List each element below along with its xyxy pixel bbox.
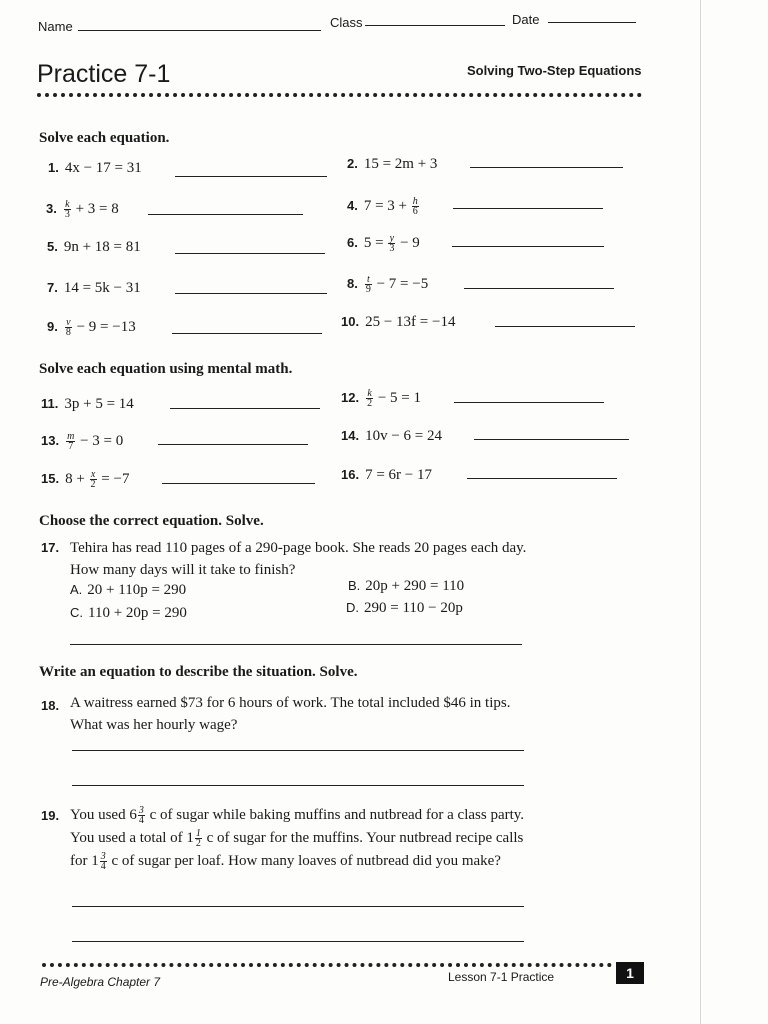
problem: 10. 25 − 13f = −14: [341, 314, 456, 330]
section-heading: Choose the correct equation. Solve.: [39, 513, 264, 529]
word-problem-text: Tehira has read 110 pages of a 290-page book. She reads 20 pages each day. How many days will it take to finish?: [70, 540, 527, 578]
page-subtitle: Solving Two-Step Equations: [467, 63, 642, 78]
problem: 3. $\frac{k}{3}$ + 3 = 8: [46, 199, 119, 220]
word-problem-text: A waitress earned $73 for 6 hours of work. The total included $46 in tips. What was her hourly wage?: [70, 695, 511, 733]
answer-line[interactable]: [495, 326, 635, 327]
problem-number: 19.: [41, 808, 60, 823]
problem: 14. 10v − 6 = 24: [341, 428, 442, 444]
answer-line[interactable]: [175, 253, 325, 254]
problem: 7. 14 = 5k − 31: [47, 280, 141, 296]
answer-line[interactable]: [452, 246, 604, 247]
problem: 8. $\frac{t}{9}$ − 7 = −5: [347, 274, 429, 295]
answer-line[interactable]: [72, 785, 524, 786]
problem: 1. 4x − 17 = 31: [48, 160, 142, 176]
answer-line[interactable]: [172, 333, 322, 334]
answer-line[interactable]: [470, 167, 623, 168]
name-label: Name: [38, 19, 73, 34]
problem: 13. $\frac{m}{7}$ − 3 = 0: [41, 431, 124, 452]
answer-line[interactable]: [72, 750, 524, 751]
answer-line[interactable]: [162, 483, 315, 484]
footer-chapter: Pre-Algebra Chapter 7: [40, 975, 161, 989]
answer-line[interactable]: [175, 176, 327, 177]
answer-line[interactable]: [158, 444, 308, 445]
answer-choice[interactable]: D. 290 = 110 − 20p: [346, 600, 463, 616]
answer-line[interactable]: [474, 439, 629, 440]
answer-line[interactable]: [464, 288, 614, 289]
answer-line[interactable]: [70, 644, 522, 645]
problem: 2. 15 = 2m + 3: [347, 156, 438, 172]
answer-line[interactable]: [467, 478, 617, 479]
section-heading: Write an equation to describe the situation. Solve.: [39, 664, 358, 680]
page-title: Practice 7-1: [37, 60, 171, 88]
answer-line[interactable]: [454, 402, 604, 403]
word-problem-text: You used 6 $\frac{3}{4}$ c of sugar while baking muffins and nutbread for a class party. You used a total of 1 $\frac{1}{2}$ c of sugar for the muffins. Your nutbread recipe calls for 1 $\frac{3}{4}$ c of sugar per loaf. How many loaves of nutbread did you make?: [70, 805, 525, 873]
problem: 6. 5 = $\frac{y}{3}$ − 9: [347, 233, 420, 254]
answer-line[interactable]: [175, 293, 327, 294]
answer-line[interactable]: [72, 941, 524, 942]
date-label: Date: [512, 12, 540, 27]
answer-choice[interactable]: B. 20p + 290 = 110: [348, 578, 465, 594]
problem-number: 17.: [41, 540, 60, 555]
name-line[interactable]: [78, 30, 321, 31]
problem: 12. $\frac{k}{2}$ − 5 = 1: [341, 388, 421, 409]
footer-lesson: Lesson 7-1 Practice: [448, 970, 555, 984]
problem: 11. 3p + 5 = 14: [41, 396, 134, 412]
answer-line[interactable]: [453, 208, 603, 209]
answer-line[interactable]: [148, 214, 303, 215]
answer-line[interactable]: [170, 408, 320, 409]
answer-line[interactable]: [72, 906, 524, 907]
problem: 4. 7 = 3 + $\frac{h}{6}$: [347, 196, 418, 217]
problem-number: 18.: [41, 698, 60, 713]
date-line[interactable]: [548, 22, 636, 23]
page-number: 1: [616, 962, 644, 984]
problem: 15. 8 + $\frac{x}{2}$ = −7: [41, 469, 130, 490]
problem: 9. $\frac{v}{8}$ − 9 = −13: [47, 317, 136, 338]
answer-choice[interactable]: C. 110 + 20p = 290: [70, 605, 187, 621]
header-divider: [37, 93, 642, 97]
page-edge: [700, 0, 701, 1024]
section-heading: Solve each equation using mental math.: [39, 361, 293, 377]
class-line[interactable]: [365, 25, 505, 26]
footer-divider: [42, 963, 612, 967]
problem: 16. 7 = 6r − 17: [341, 467, 432, 483]
section-heading: Solve each equation.: [39, 130, 170, 146]
class-label: Class: [330, 15, 363, 30]
answer-choice[interactable]: A. 20 + 110p = 290: [70, 582, 187, 598]
problem: 5. 9n + 18 = 81: [47, 239, 141, 255]
